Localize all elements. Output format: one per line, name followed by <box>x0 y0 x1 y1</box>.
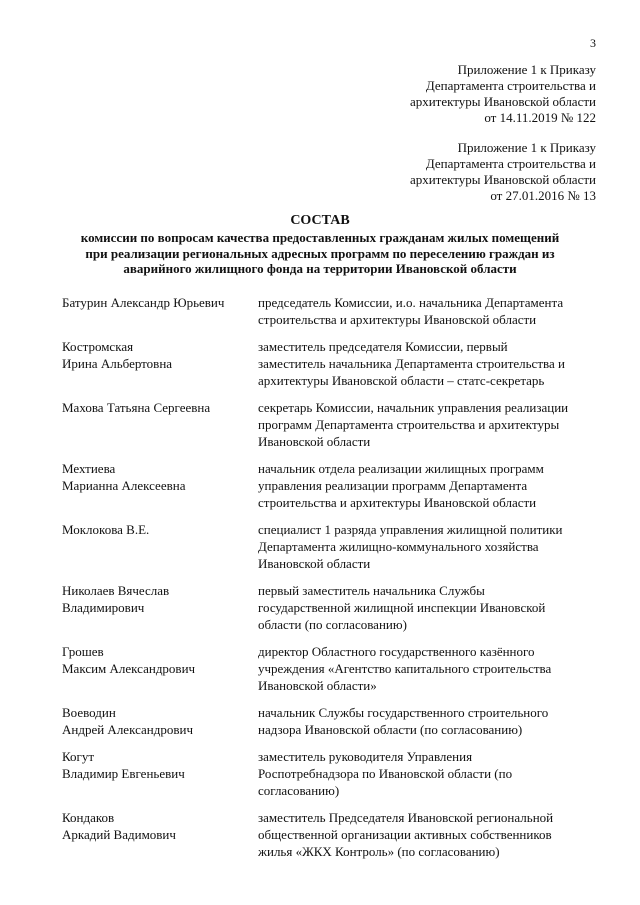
member-row <box>62 399 602 450</box>
member-name <box>62 294 258 328</box>
member-role-line: заместитель председателя Комиссии, первый <box>258 339 508 354</box>
appendix-line: Департамента строительства и <box>425 156 596 171</box>
member-role-line: Ивановской области <box>258 556 371 571</box>
subtitle-line: аварийного жилищного фонда на территории Ивановской области <box>123 261 517 276</box>
member-role-line: общественной организации активных собственников <box>258 827 552 842</box>
member-name-line: Кондаков <box>62 810 115 825</box>
member-role <box>258 809 602 860</box>
member-name <box>62 399 258 450</box>
subtitle-line: при реализации региональных адресных программ по переселению граждан из <box>85 245 555 261</box>
member-name-line: Ирина Альбертовна <box>62 356 173 371</box>
member-role <box>258 399 602 450</box>
member-role-line: начальник Службы государственного строительного <box>258 705 549 720</box>
member-role-line: Ивановской области» <box>258 678 377 693</box>
member-name-line: Воеводин <box>62 705 116 720</box>
member-role-line: секретарь Комиссии, начальник управления реализации <box>258 400 569 415</box>
appendix-line: Приложение 1 к Приказу <box>457 140 596 155</box>
member-row <box>62 704 602 738</box>
commission-members-list <box>62 294 602 870</box>
member-role-line: председатель Комиссии, и.о. начальника Департамента <box>258 295 564 310</box>
member-role-line: строительства и архитектуры Ивановской области <box>258 312 537 327</box>
member-role-line: согласованию) <box>258 783 340 798</box>
member-role-line: надзора Ивановской области (по согласованию) <box>258 722 523 737</box>
member-role-line: Ивановской области <box>258 434 371 449</box>
member-role-line: первый заместитель начальника Службы <box>258 583 485 598</box>
member-role <box>258 643 602 694</box>
member-name <box>62 809 258 860</box>
appendix-header-current <box>410 62 596 126</box>
member-name <box>62 338 258 389</box>
member-row <box>62 338 602 389</box>
member-name-line: Грошев <box>62 644 104 659</box>
member-role-line: управления реализации программ Департамента <box>258 478 528 493</box>
member-role-line: начальник отдела реализации жилищных программ <box>258 461 544 476</box>
appendix-header-original <box>410 140 596 204</box>
member-name <box>62 521 258 572</box>
member-name-line: Махова Татьяна Сергеевна <box>62 400 211 415</box>
member-name-line: Николаев Вячеслав <box>62 583 170 598</box>
member-role <box>258 338 602 389</box>
member-role-line: архитектуры Ивановской области – статс-секретарь <box>258 373 545 388</box>
member-row <box>62 521 602 572</box>
member-role-line: заместитель начальника Департамента строительства и <box>258 356 565 371</box>
member-row <box>62 643 602 694</box>
appendix-line: архитектуры Ивановской области <box>409 172 596 187</box>
appendix-line: Департамента строительства и <box>425 78 596 93</box>
member-name-line: Мехтиева <box>62 461 116 476</box>
member-name-line: Когут <box>62 749 95 764</box>
member-name-line: Андрей Александрович <box>62 722 193 737</box>
page-number: 3 <box>590 36 596 50</box>
member-role-line: заместитель руководителя Управления <box>258 749 473 764</box>
member-name <box>62 704 258 738</box>
member-name <box>62 643 258 694</box>
member-name-line: Моклокова В.Е. <box>62 522 150 537</box>
member-name <box>62 460 258 511</box>
member-name-line: Владимирович <box>62 600 145 615</box>
appendix-line: Приложение 1 к Приказу <box>457 62 596 77</box>
member-role <box>258 582 602 633</box>
member-role-line: жилья «ЖКХ Контроль» (по согласованию) <box>258 844 500 859</box>
member-row <box>62 748 602 799</box>
member-name-line: Марианна Алексеевна <box>62 478 186 493</box>
member-role <box>258 294 602 328</box>
member-name <box>62 582 258 633</box>
member-row <box>62 294 602 328</box>
member-role-line: заместитель Председателя Ивановской региональной <box>258 810 554 825</box>
document-heading <box>30 212 610 277</box>
member-name-line: Костромская <box>62 339 134 354</box>
member-row <box>62 582 602 633</box>
member-role <box>258 460 602 511</box>
appendix-line: от 14.11.2019 № 122 <box>484 110 596 125</box>
member-role-line: государственной жилищной инспекции Ивановской <box>258 600 546 615</box>
member-role-line: Департамента жилищно-коммунального хозяйства <box>258 539 539 554</box>
member-row <box>62 809 602 860</box>
document-title: СОСТАВ <box>290 213 350 228</box>
member-name-line: Батурин Александр Юрьевич <box>62 295 225 310</box>
member-name-line: Максим Александрович <box>62 661 196 676</box>
member-row <box>62 460 602 511</box>
subtitle-line: комиссии по вопросам качества предоставленных гражданам жилых помещений <box>80 230 560 245</box>
member-role-line: строительства и архитектуры Ивановской области <box>258 495 537 510</box>
appendix-line: от 27.01.2016 № 13 <box>490 188 596 203</box>
member-role <box>258 748 602 799</box>
member-role <box>258 521 602 572</box>
member-name <box>62 748 258 799</box>
member-name-line: Владимир Евгеньевич <box>62 766 185 781</box>
member-role-line: директор Областного государственного казённого <box>258 644 535 659</box>
member-role-line: Роспотребнадзора по Ивановской области (по <box>258 766 513 781</box>
member-role-line: программ Департамента строительства и архитектуры <box>258 417 560 432</box>
member-role-line: области (по согласованию) <box>258 617 407 632</box>
document-subtitle <box>30 230 610 277</box>
member-role-line: учреждения «Агентство капитального строительства <box>258 661 552 676</box>
member-role-line: специалист 1 разряда управления жилищной политики <box>258 522 563 537</box>
appendix-line: архитектуры Ивановской области <box>409 94 596 109</box>
member-role <box>258 704 602 738</box>
member-name-line: Аркадий Вадимович <box>62 827 176 842</box>
